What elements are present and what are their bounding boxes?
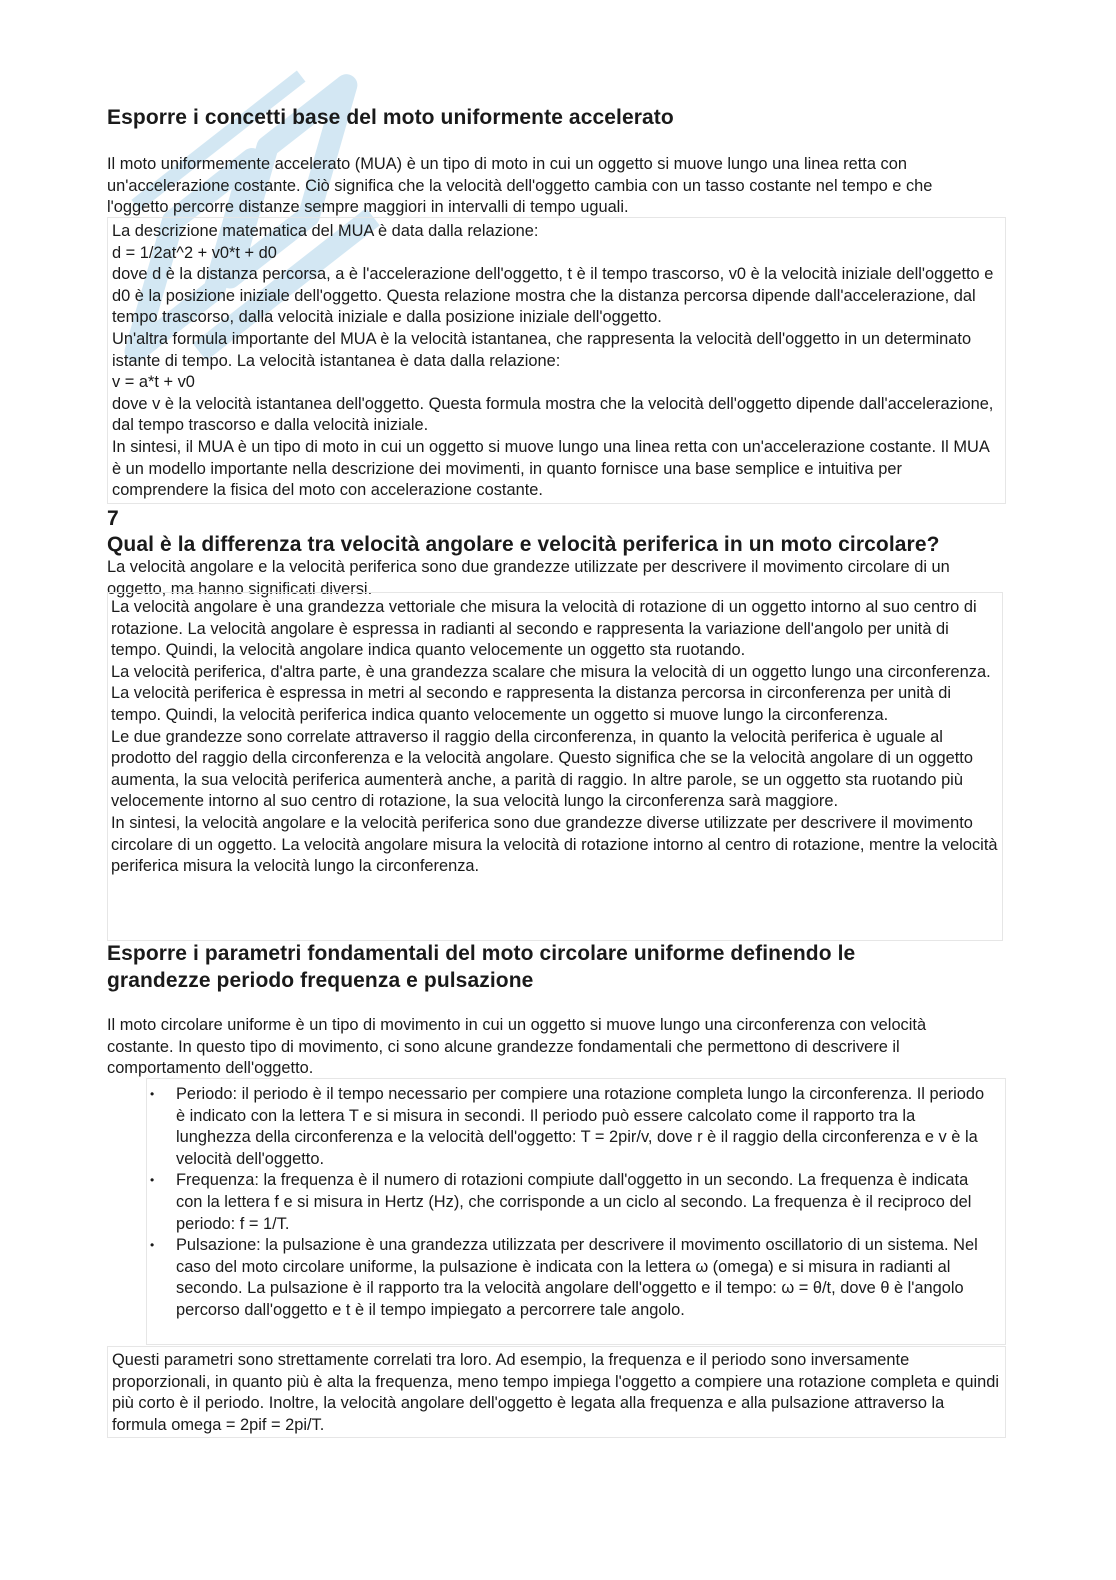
box-line: La descrizione matematica del MUA è data dalla relazione: — [112, 222, 539, 240]
box-line: Un'altra formula importante del MUA è la velocità istantanea, che rappresenta la velocità dell'oggetto in un determinato istante di tempo. La velocità istantanea è data dalla relazione: — [112, 329, 972, 370]
box-line: La velocità angolare è una grandezza vettoriale che misura la velocità di rotazione di un oggetto intorno al suo centro di rotazione. La velocità angolare è espressa in radianti al secondo e rappresenta la variazione dell'angolo per unità di tempo. Quindi, la velocità angolare indica quanto velocemente un oggetto sta ruotando. — [111, 598, 977, 660]
section3-closing-box — [107, 1346, 1006, 1438]
bullet-periodo: • Periodo: il periodo è il tempo necessario per compiere una rotazione completa lungo la circonferenza. Il periodo è indicato con la lettera T e si misura in secondi. Il periodo può essere calcolato come il rapporto tra la lunghezza della circonferenza e la velocità dell'oggetto: T = 2pir/v, dove r è il raggio della circonferenza e v è la velocità dell'oggetto. — [146, 1084, 991, 1170]
box-line: In sintesi, la velocità angolare e la velocità periferica sono due grandezze diverse utilizzate per descrivere il movimento circolare di un oggetto. La velocità angolare misura la velocità di rotazione intorno al centro di rotazione, mentre la velocità periferica misura la velocità lungo la circonferenza. — [111, 813, 998, 876]
box-line: dove d è la distanza percorsa, a è l'accelerazione dell'oggetto, t è il tempo trascorso, v0 è la velocità iniziale dell'oggetto e d0 è la posizione iniziale dell'oggetto. Questa relazione mostra che la distanza percorsa dipende dall'accelerazione, dal tempo trascorso, dalla velocità iniziale e dalla posizione iniziale dell'oggetto. — [112, 265, 994, 327]
section2-intro: La velocità angolare e la velocità periferica sono due grandezze utilizzate per descrivere il movimento circolare di un oggetto, ma hanno significati diversi. — [107, 558, 950, 598]
section3-intro: Il moto circolare uniforme è un tipo di movimento in cui un oggetto si muove lungo una circonferenza con velocità costante. In questo tipo di movimento, ci sono alcune grandezze fondamentali che permettono di descrivere il comportamento dell'oggetto. — [107, 1016, 927, 1077]
box-line: La velocità periferica, d'altra parte, è una grandezza scalare che misura la velocità di un oggetto lungo una circonferenza. La velocità periferica è espressa in metri al secondo e rappresenta la distanza percorsa in circonferenza per unità di tempo. Quindi, la velocità periferica indica quanto velocemente un oggetto si muove lungo la circonferenza. — [111, 662, 991, 724]
section2-title: Qual è la differenza tra velocità angolare e velocità periferica in un moto circolare? — [107, 533, 940, 556]
section2-number: 7 — [107, 507, 119, 530]
bullet-pulsazione: • Pulsazione: la pulsazione è una grandezza utilizzata per descrivere il movimento oscillatorio di un sistema. Nel caso del moto circolare uniforme, la pulsazione è indicata con la lettera ω (omega) e si misura in radianti al secondo. La pulsazione è il rapporto tra la velocità angolare dell'oggetto e il tempo: ω = θ/t, dove θ è l'angolo percorso dall'oggetto e t è il tempo impiegato a percorrere tale angolo. — [146, 1235, 991, 1321]
section1-box — [107, 217, 1006, 504]
section1-title: Esporre i concetti base del moto uniformente accelerato — [107, 106, 674, 129]
section1-intro: Il moto uniformemente accelerato (MUA) è un tipo di moto in cui un oggetto si muove lungo una linea retta con un'accelerazione costante. Ciò significa che la velocità dell'oggetto cambia con un tasso costante nel tempo e che l'oggetto percorre distanze sempre maggiori in intervalli di tempo uguali. — [107, 155, 933, 216]
section3-bullet-list — [146, 1084, 991, 1322]
section3-title: Esporre i parametri fondamentali del moto circolare uniforme definendo le grandezze periodo frequenza e pulsazione — [107, 942, 856, 992]
box-formula: d = 1/2at^2 + v0*t + d0 — [112, 243, 277, 262]
box-line: dove v è la velocità istantanea dell'oggetto. Questa formula mostra che la velocità dell'oggetto dipende dall'accelerazione, dal tempo trascorso e dalla velocità iniziale. — [112, 394, 994, 435]
closing-paragraph: Questi parametri sono strettamente correlati tra loro. Ad esempio, la frequenza e il periodo sono inversamente proporzionali, in quanto più è alta la frequenza, meno tempo impiega l'oggetto a compiere una rotazione completa e quindi più corto è il periodo. Inoltre, la velocità angolare dell'oggetto è legata alla frequenza e alla pulsazione attraverso la formula omega = 2pif = 2pi/T. — [112, 1351, 999, 1434]
box-line: In sintesi, il MUA è un tipo di moto in cui un oggetto si muove lungo una linea retta con un'accelerazione costante. Il MUA è un modello importante nella descrizione dei movimenti, in quanto fornisce una base semplice e intuitiva per comprendere la fisica del moto con accelerazione costante. — [112, 437, 989, 500]
bullet-frequenza: • Frequenza: la frequenza è il numero di rotazioni compiute dall'oggetto in un secondo. La frequenza è indicata con la lettera f e si misura in Hertz (Hz), che corrisponde a un ciclo al secondo. La frequenza è il reciproco del periodo: f = 1/T. — [146, 1170, 991, 1235]
box-formula: v = a*t + v0 — [112, 373, 195, 392]
box-line: Le due grandezze sono correlate attraverso il raggio della circonferenza, in quanto la velocità periferica è uguale al prodotto del raggio della circonferenza e la velocità angolare. Questo significa che se la velocità angolare di un oggetto aumenta, la sua velocità periferica aumenterà anche, a parità di raggio. In altre parole, se un oggetto sta ruotando più velocemente intorno al suo centro di rotazione, la sua velocità lungo la circonferenza sarà maggiore. — [111, 727, 973, 811]
section2-box — [107, 592, 1003, 941]
